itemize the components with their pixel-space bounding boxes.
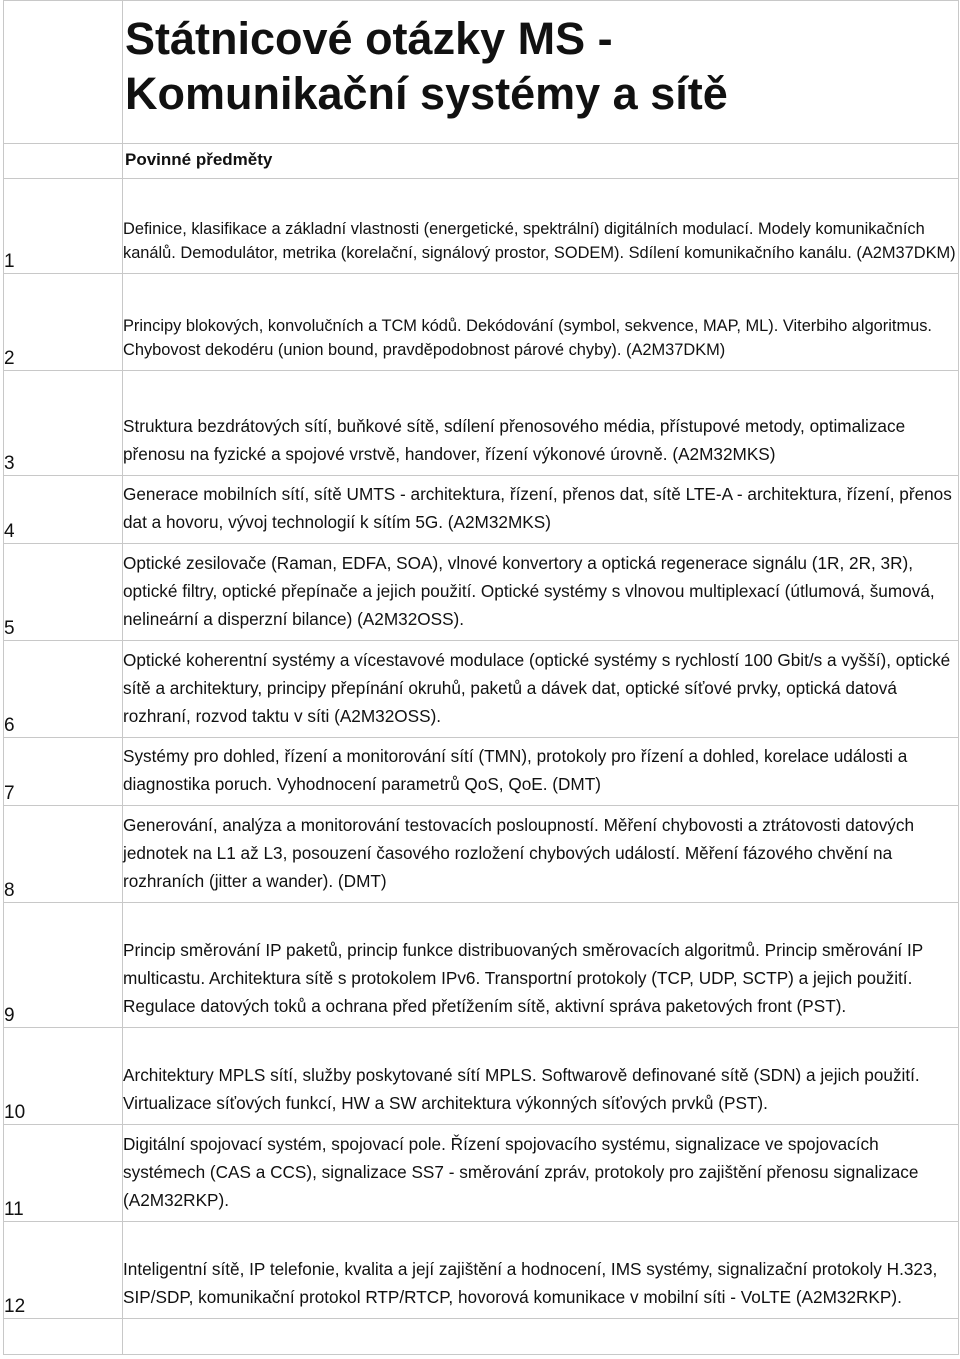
question-number: 5 bbox=[4, 544, 123, 641]
question-cell bbox=[123, 274, 959, 371]
empty-row bbox=[4, 1319, 959, 1355]
question-number: 7 bbox=[4, 738, 123, 806]
page-title bbox=[123, 1, 958, 143]
question-row-11 bbox=[4, 1125, 959, 1222]
empty-cell bbox=[123, 1319, 959, 1355]
title-line-2: Komunikační systémy a sítě bbox=[125, 68, 728, 119]
question-cell bbox=[123, 806, 959, 903]
question-cell bbox=[123, 476, 959, 544]
question-row-1 bbox=[4, 179, 959, 274]
question-number: 4 bbox=[4, 476, 123, 544]
question-cell bbox=[123, 1125, 959, 1222]
question-text: Princip směrování IP paketů, princip funkce distribuovaných směrovacích algoritmů. Princip směrování IP multicastu. Architektura sítě s protokolem IPv6. Transportní protokoly (TCP, UDP, SCTP) a jejich použití. Regulace datových toků a ochrana před přetížením sítě, aktivní správa paketových front (PST). bbox=[123, 940, 923, 1016]
section-heading: Povinné předměty bbox=[125, 150, 273, 169]
question-text: Architektury MPLS sítí, služby poskytované sítí MPLS. Softwarově definované sítě (SDN) a jejich použití. Virtualizace síťových funkcí, HW a SW architektura výkonných síťových prvků (PST). bbox=[123, 1065, 920, 1113]
question-cell bbox=[123, 1028, 959, 1125]
question-row-4 bbox=[4, 476, 959, 544]
question-cell bbox=[123, 738, 959, 806]
question-text: Generování, analýza a monitorování testovacích posloupností. Měření chybovosti a ztrátovosti datových jednotek na L1 až L3, posouzení časového rozložení chybových událostí. Měření fázového chvění na rozhraních (jitter a wander). (DMT) bbox=[123, 815, 915, 891]
question-text: Optické zesilovače (Raman, EDFA, SOA), vlnové konvertory a optická regenerace signálu (1R, 2R, 3R), optické filtry, optické přepínače a jejich použití. Optické systémy s vlnovou multiplexací (útlumová, šumová, nelineární a disperzní bilance) (A2M32OSS). bbox=[123, 553, 935, 629]
question-row-2 bbox=[4, 274, 959, 371]
question-cell bbox=[123, 179, 959, 274]
empty-num-cell bbox=[4, 1319, 123, 1355]
question-number: 9 bbox=[4, 903, 123, 1028]
question-number: 1 bbox=[4, 179, 123, 274]
question-number: 6 bbox=[4, 641, 123, 738]
question-text: Principy blokových, konvolučních a TCM kódů. Dekódování (symbol, sekvence, MAP, ML). Viterbiho algoritmus. Chybovost dekodéru (union bound, pravděpodobnost párové chyby). (A2M37DKM) bbox=[123, 317, 932, 359]
question-text: Struktura bezdrátových sítí, buňkové sítě, sdílení přenosového média, přístupové metody, optimalizace přenosu na fyzické a spojové vrstvě, handover, řízení výkonové úrovně. (A2M32MKS) bbox=[123, 416, 906, 464]
question-row-10 bbox=[4, 1028, 959, 1125]
question-row-5 bbox=[4, 544, 959, 641]
question-text: Inteligentní sítě, IP telefonie, kvalita a její zajištění a hodnocení, IMS systémy, signalizační protokoly H.323, SIP/SDP, komunikační protokol RTP/RTCP, hovorová komunikace v mobilní síti - VoLTE (A2M32RKP). bbox=[123, 1259, 938, 1307]
question-cell bbox=[123, 903, 959, 1028]
question-text: Generace mobilních sítí, sítě UMTS - architektura, řízení, přenos dat, sítě LTE-A - architektura, řízení, přenos dat a hovoru, vývoj technologií k sítím 5G. (A2M32MKS) bbox=[123, 484, 952, 532]
question-text: Optické koherentní systémy a vícestavové modulace (optické systémy s rychlostí 100 Gbit/s a vyšší), optické sítě a architektury, principy přepínání okruhů, paketů a dávek dat, optické síťové prvky, optická datová rozhraní, rozvod taktu v síti (A2M32OSS). bbox=[123, 650, 951, 726]
questions-table bbox=[3, 0, 959, 1355]
question-number: 11 bbox=[4, 1125, 123, 1222]
title-num-cell bbox=[4, 1, 123, 144]
question-row-9 bbox=[4, 903, 959, 1028]
question-cell bbox=[123, 641, 959, 738]
question-number: 12 bbox=[4, 1222, 123, 1319]
question-number: 10 bbox=[4, 1028, 123, 1125]
question-row-6 bbox=[4, 641, 959, 738]
question-number: 8 bbox=[4, 806, 123, 903]
question-text: Digitální spojovací systém, spojovací pole. Řízení spojovacího systému, signalizace ve spojovacích systémech (CAS a CCS), signalizace SS7 - směrování zpráv, protokoly pro zajištění přenosu signalizace (A2M32RKP). bbox=[123, 1134, 919, 1210]
question-cell bbox=[123, 544, 959, 641]
question-row-12 bbox=[4, 1222, 959, 1319]
section-num-cell bbox=[4, 144, 123, 179]
title-line-1: Státnicové otázky MS - bbox=[125, 13, 613, 64]
question-text: Definice, klasifikace a základní vlastnosti (energetické, spektrální) digitálních modulací. Modely komunikačních kanálů. Demodulátor, metrika (korelační, signálový prostor, SODEM). Sdílení komunikačního kanálu. (A2M37DKM) bbox=[123, 220, 956, 262]
question-cell bbox=[123, 371, 959, 476]
question-number: 2 bbox=[4, 274, 123, 371]
question-row-3 bbox=[4, 371, 959, 476]
section-cell bbox=[123, 144, 959, 179]
section-row bbox=[4, 144, 959, 179]
question-row-7 bbox=[4, 738, 959, 806]
question-cell bbox=[123, 1222, 959, 1319]
question-row-8 bbox=[4, 806, 959, 903]
question-number: 3 bbox=[4, 371, 123, 476]
title-row bbox=[4, 1, 959, 144]
question-text: Systémy pro dohled, řízení a monitorování sítí (TMN), protokoly pro řízení a dohled, korelace události a diagnostika poruch. Vyhodnocení parametrů QoS, QoE. (DMT) bbox=[123, 746, 908, 794]
title-cell bbox=[123, 1, 959, 144]
